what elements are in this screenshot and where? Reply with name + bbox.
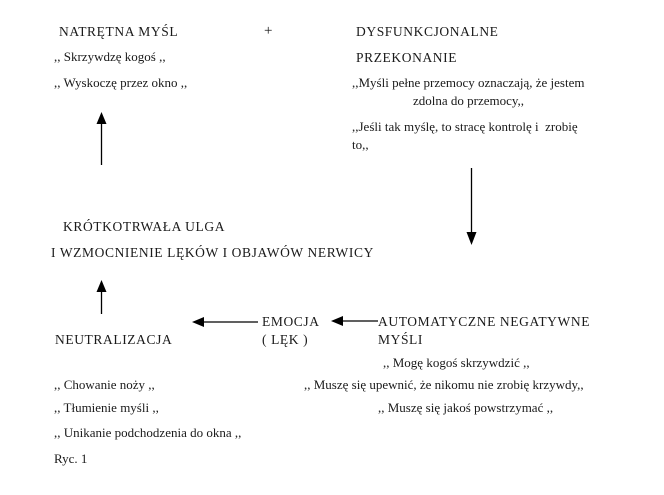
arrow-neutralization-to-relief <box>92 278 112 318</box>
arrow-relief-to-intrusive-thought <box>92 110 112 168</box>
node-intrusive-thought-example-2: ,, Wyskoczę przez okno ,, <box>54 75 188 90</box>
node-emotion-subtitle: ( LĘK ) <box>262 332 309 347</box>
node-automatic-negative-thoughts-example-3: ,, Muszę się jakoś powstrzymać ,, <box>378 400 554 415</box>
node-automatic-negative-thoughts-example-1: ,, Mogę kogoś skrzywdzić ,, <box>383 355 530 370</box>
node-emotion-title: EMOCJA <box>262 314 320 329</box>
node-automatic-negative-thoughts-title-line1: AUTOMATYCZNE NEGATYWNE <box>378 314 591 329</box>
plus-operator: + <box>264 23 273 39</box>
node-neutralization-example-3: ,, Unikanie podchodzenia do okna ,, <box>54 425 242 440</box>
node-neutralization-example-1: ,, Chowanie noży ,, <box>54 377 155 392</box>
node-neutralization-example-2: ,, Tłumienie myśli ,, <box>54 400 159 415</box>
arrow-emotion-to-neutralization <box>190 314 262 330</box>
node-short-term-relief-line2: I WZMOCNIENIE LĘKÓW I OBJAWÓW NERWICY <box>51 245 374 260</box>
node-short-term-relief-line1: KRÓTKOTRWAŁA ULGA <box>63 219 226 234</box>
node-intrusive-thought-title: NATRĘTNA MYŚL <box>59 24 179 39</box>
node-automatic-negative-thoughts-title-line2: MYŚLI <box>378 332 424 347</box>
node-dysfunctional-belief-title-line1: DYSFUNKCJONALNE <box>356 24 499 39</box>
figure-caption: Ryc. 1 <box>54 451 88 466</box>
node-dysfunctional-belief-example-2-line1: ,,Jeśli tak myślę, to stracę kontrolę i zrobię <box>352 119 578 134</box>
node-dysfunctional-belief-title-line2: PRZEKONANIE <box>356 50 458 65</box>
arrow-negative-thoughts-to-emotion <box>329 313 381 329</box>
node-intrusive-thought-example-1: ,, Skrzywdzę kogoś ,, <box>54 49 166 64</box>
node-dysfunctional-belief-example-1-line2: zdolna do przemocy,, <box>413 93 525 108</box>
node-dysfunctional-belief-example-1-line1: ,,Myśli pełne przemocy oznaczają, że jestem <box>352 75 585 90</box>
node-neutralization-title: NEUTRALIZACJA <box>55 332 173 347</box>
arrow-belief-to-negative-thoughts <box>462 168 482 248</box>
node-dysfunctional-belief-example-2-line2: to,, <box>352 137 369 152</box>
node-automatic-negative-thoughts-example-2: ,, Muszę się upewnić, że nikomu nie zrobię krzywdy,, <box>304 377 584 392</box>
